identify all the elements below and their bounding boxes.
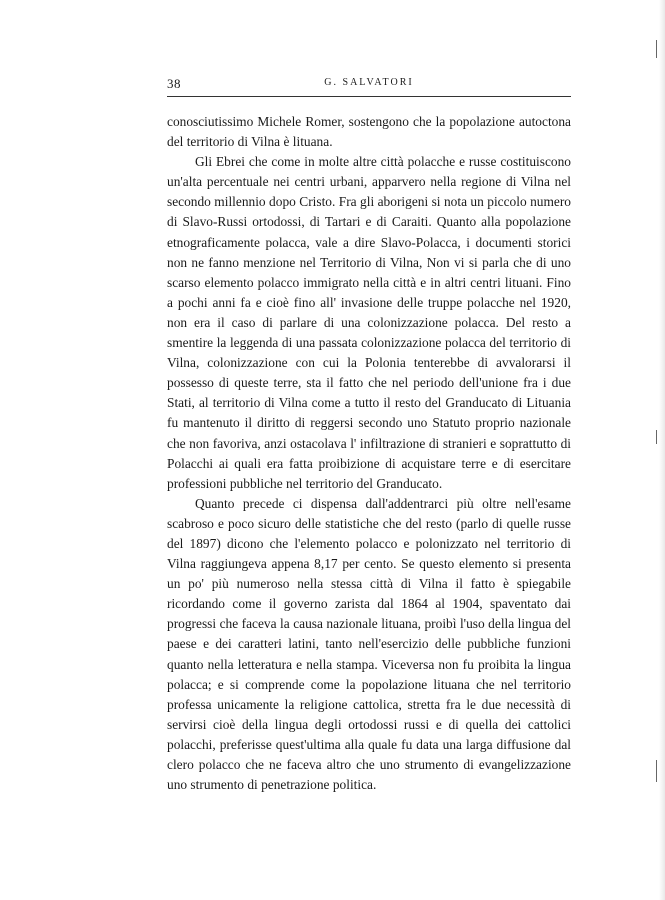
page-number: 38 — [167, 76, 181, 91]
body-text — [167, 112, 571, 795]
margin-mark — [656, 430, 657, 444]
running-title: G. SALVATORI — [324, 77, 414, 88]
paragraph-statistiche: Quanto precede ci dispensa dall'addentrarci più oltre nell'esame scabroso e poco sicuro delle statistiche che del resto (parlo di quelle russe del 1897) dicono che l'elemento polacco e polonizzato nel territorio di Vilna raggiungeva appena 8,17 per cento. Se questo elemento si presenta un po' più numeroso nella stessa città di Vilna il fatto è spiegabile ricordando come il governo zarista dal 1864 al 1904, spaventato dai progressi che faceva la causa nazionale lituana, proibì l'uso della lingua del paese e dei caratteri latini, tanto nell'esercizio delle pubbliche funzioni quanto nella letteratura e nella stampa. Viceversa non fu proibita la lingua polacca; e si comprende come la popolazione lituana che nel territorio professa unicamente la religione cattolica, stretta fra le due necessità di servirsi cioè della lingua degli ortodossi russi e di quella dei cattolici polacchi, preferisse quest'ultima alla quale fu data una larga diffusione dal clero polacco che ne faceva altro che uno strumento di evangelizzazione uno strumento di penetrazione politica. — [167, 495, 571, 793]
page-edge — [659, 0, 665, 900]
paragraph-ebrei: Gli Ebrei che come in molte altre città polacche e russe costituiscono un'alta percentuale nei centri urbani, apparvero nella regione di Vilna nel secondo millennio dopo Cristo. Fra gli aborigeni si nota un piccolo numero di Slavo-Russi ortodossi, di Tartari e di Caraiti. Quanto alla popolazione etnograficamente polacca, vale a dire Slavo-Polacca, i documenti storici non ne fanno menzione nel Territorio di Vilna, Non vi si parla che di uno scarso elemento polacco immigrato nella città e in altri centri lituani. Fino a pochi anni fa e cioè fino all' invasione delle truppe polacche nel 1920, non era il caso di parlare di una colonizzazione polacca. Del resto a smentire la leggenda di una passata colonizzazione polacca del territorio di Vilna, colonizzazione con cui la Polonia tenterebbe di avvalorarsi il possesso di queste terre, sta il fatto che nel periodo dell'unione fra i due Stati, al territorio di Vilna come a tutto il resto del Granducato di Lituania fu mantenuto il diritto di reggersi secondo uno Statuto proprio nazionale che non favoriva, anzi ostacolava l' infiltrazione di stranieri e soprattutto di Polacchi ai quali era fatta proibizione di acquistare terre e di esercitare professioni pubbliche nel territorio del Granducato. — [167, 154, 571, 491]
page-header — [167, 76, 571, 97]
paragraph-continuation: conosciutissimo Michele Romer, sostengono che la popolazione autoctona del territorio di Vilna è lituana. — [167, 114, 571, 150]
margin-mark — [656, 40, 657, 58]
margin-mark — [656, 760, 657, 782]
